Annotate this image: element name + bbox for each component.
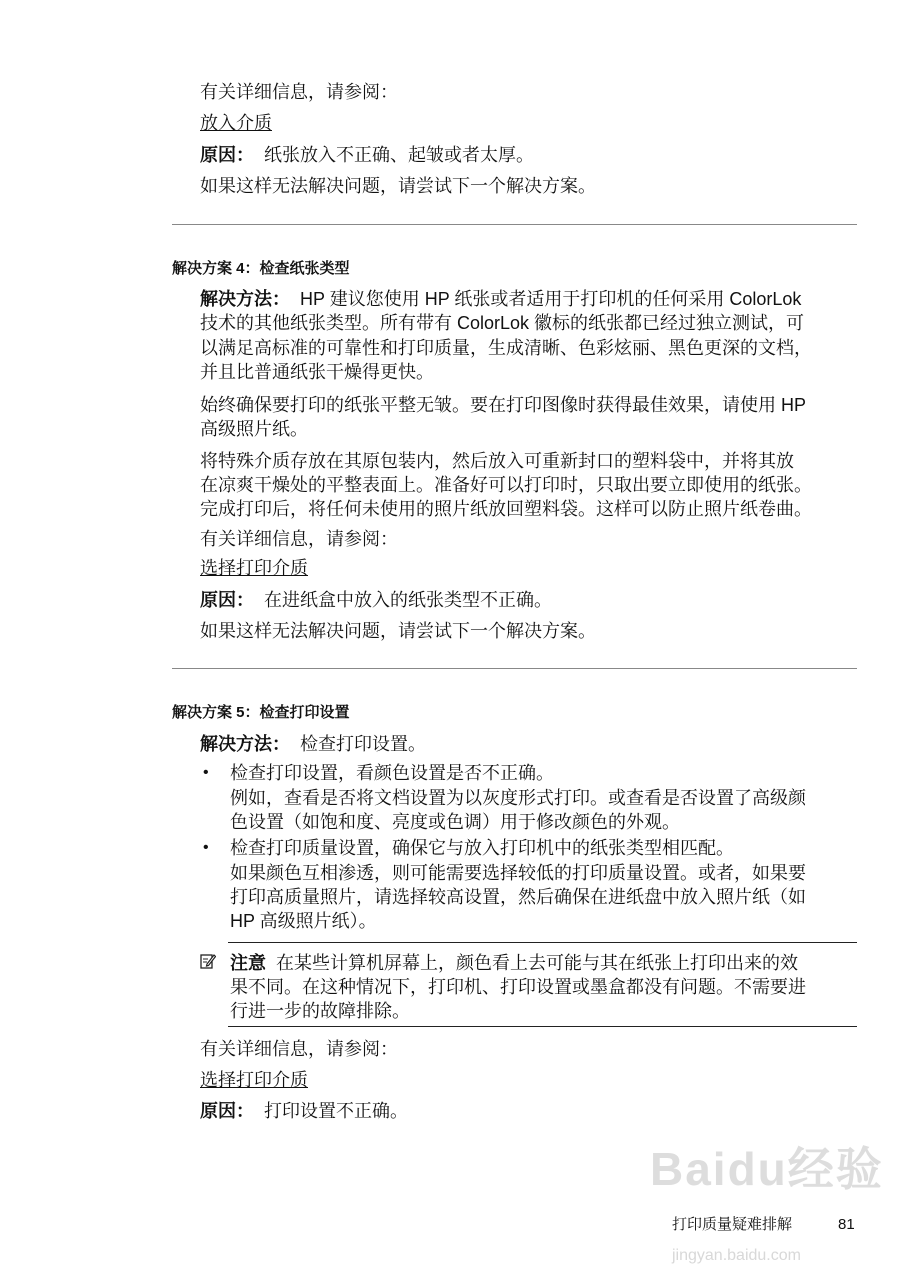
- bullet-title: 检查打印设置，看颜色设置是否不正确。: [230, 763, 554, 783]
- cause-line: [200, 589, 552, 611]
- bullet-line: 例如，查看是否将文档设置为以灰度形式打印。或查看是否设置了高级颜: [230, 788, 806, 808]
- more-info-text: 有关详细信息，请参阅：: [200, 529, 398, 549]
- cause-text: 在进纸盒中放入的纸张类型不正确。: [264, 590, 553, 610]
- solution-5-method: [200, 733, 426, 755]
- note-top-rule: [228, 942, 857, 943]
- bullet-icon: •: [203, 764, 209, 781]
- watermark-url: jingyan.baidu.com: [672, 1247, 801, 1264]
- method-text: 检查打印设置。: [300, 734, 427, 754]
- section-divider: [172, 224, 857, 225]
- note-bottom-rule: [228, 1026, 857, 1027]
- bullet-line: 打印高质量照片，请选择较高设置，然后确保在进纸盘中放入照片纸（如: [230, 887, 806, 907]
- section-divider: [172, 668, 857, 669]
- footer-section-title: 打印质量疑难排解: [672, 1216, 793, 1233]
- bullet-line: 如果颜色互相渗透，则可能需要选择较低的打印质量设置。或者，如果要: [230, 863, 806, 883]
- bullet-line: 色设置（如饱和度、亮度或色调）用于修改颜色的外观。: [230, 812, 680, 832]
- select-media-link[interactable]: 选择打印介质: [200, 1070, 308, 1090]
- paragraph-line: 技术的其他纸张类型。所有带有 ColorLok 徽标的纸张都已经过独立测试，可: [200, 313, 805, 333]
- note-label: 注意: [230, 953, 266, 973]
- solution-5-heading: 解决方案 5：检查打印设置: [172, 704, 350, 721]
- paragraph-line: 并且比普通纸张干燥得更快。: [200, 362, 434, 382]
- more-info-text: 有关详细信息，请参阅：: [200, 82, 398, 102]
- cause-text: 纸张放入不正确、起皱或者太厚。: [264, 145, 535, 165]
- note-text: 在某些计算机屏幕上，颜色看上去可能与其在纸张上打印出来的效: [276, 953, 799, 973]
- bullet-line: HP 高级照片纸）。: [230, 911, 377, 931]
- note-line: [230, 952, 798, 974]
- paragraph-line: HP 建议您使用 HP 纸张或者适用于打印机的任何采用 ColorLok: [300, 289, 802, 309]
- next-solution-text: 如果这样无法解决问题，请尝试下一个解决方案。: [200, 621, 596, 641]
- baidu-watermark: Baidu经验: [650, 1143, 884, 1195]
- paragraph-line: 高级照片纸。: [200, 419, 308, 439]
- cause-label: 原因：: [200, 1101, 254, 1121]
- bullet-icon: •: [203, 839, 209, 856]
- paragraph-line: 将特殊介质存放在其原包装内，然后放入可重新封口的塑料袋中，并将其放: [200, 451, 794, 471]
- note-line: 果不同。在这种情况下，打印机、打印设置或墨盒都没有问题。不需要进: [230, 977, 806, 997]
- page-number: 81: [838, 1216, 855, 1233]
- cause-label: 原因：: [200, 145, 254, 165]
- bullet-title: 检查打印质量设置，确保它与放入打印机中的纸张类型相匹配。: [230, 838, 734, 858]
- method-label: 解决方法：: [200, 734, 290, 754]
- cause-line: [200, 1100, 408, 1122]
- paragraph-line: 始终确保要打印的纸张平整无皱。要在打印图像时获得最佳效果，请使用 HP: [200, 395, 807, 415]
- paragraph-line: 完成打印后，将任何未使用的照片纸放回塑料袋。这样可以防止照片纸卷曲。: [200, 499, 812, 519]
- note-line: 行进一步的故障排除。: [230, 1001, 410, 1021]
- paragraph-line: 以满足高标准的可靠性和打印质量，生成清晰、色彩炫丽、黑色更深的文档，: [200, 338, 812, 358]
- method-label: 解决方法：: [200, 289, 290, 309]
- select-media-link[interactable]: 选择打印介质: [200, 558, 308, 578]
- solution-4-method: [200, 288, 801, 310]
- next-solution-text: 如果这样无法解决问题，请尝试下一个解决方案。: [200, 176, 596, 196]
- paragraph-line: 在凉爽干燥处的平整表面上。准备好可以打印时，只取出要立即使用的纸张。: [200, 475, 812, 495]
- cause-label: 原因：: [200, 590, 254, 610]
- cause-text: 打印设置不正确。: [264, 1101, 409, 1121]
- cause-line: [200, 144, 534, 166]
- solution-4-heading: 解决方案 4：检查纸张类型: [172, 260, 350, 277]
- note-pencil-icon: [200, 952, 216, 970]
- more-info-text: 有关详细信息，请参阅：: [200, 1039, 398, 1059]
- load-media-link[interactable]: 放入介质: [200, 113, 272, 133]
